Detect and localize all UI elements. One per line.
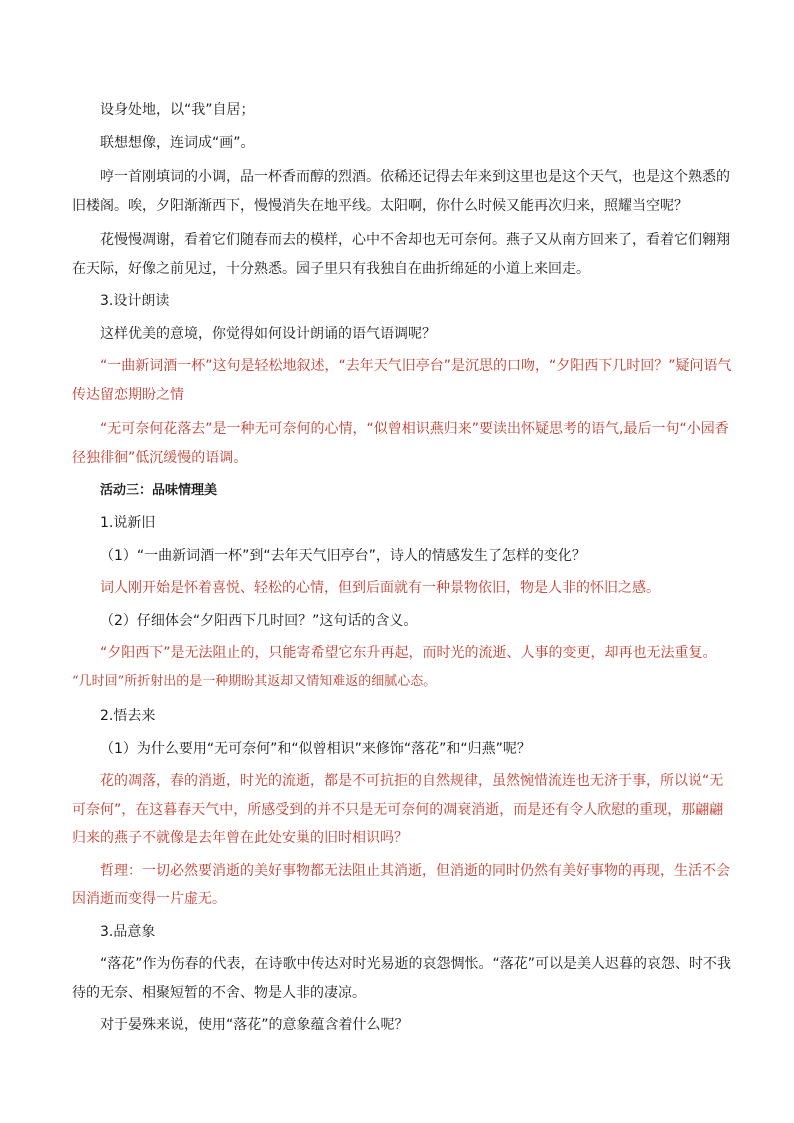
answer-paragraph: 哲理：一切必然要消逝的美好事物都无法阻止其消逝，但消逝的同时仍然有美好事物的再现，生活不会因消逝而变得一片虚无。 — [72, 862, 730, 907]
section-heading: 1.说新旧 — [100, 515, 156, 531]
section-heading: 3.品意象 — [100, 923, 156, 940]
answer-paragraph: “一曲新词酒一杯”这句是轻松地叙述，“去年天气旧亭台”是沉思的口吻，“夕阳西下几时回？”疑问语气传达留恋期盼之情 — [72, 358, 732, 403]
answer-paragraph: 花的凋落，春的消逝，时光的流逝，都是不可抗拒的自然规律，虽然惋惜流连也无济于事，所以说“无可奈何”，在这暮春天气中，所感受到的并不只是无可奈何的凋衰消逝，而是还有令人欣慰的重现，那翩翩归来的燕子不就像是去年曾在此处安巢的旧时相识吗？ — [72, 773, 724, 846]
paragraph: 哼一首刚填词的小调，品一杯香而醇的烈酒。依稀还记得去年来到这里也是这个天气，也是这个熟悉的旧楼阁。唉，夕阳渐渐西下，慢慢消失在地平线。太阳啊，你什么时候又能再次归来，照耀当空呢？ — [72, 169, 730, 214]
paragraph: 联想想像，连词成“画”。 — [100, 134, 255, 151]
paragraph: “落花”作为伤春的代表，在诗歌中传达对时光易逝的哀怨惆怅。“落花”可以是美人迟暮的哀怨、时不我待的无奈、相聚短暂的不舍、物是人非的凄凉。 — [72, 956, 732, 1001]
question: （2）仔细体会“夕阳西下几时回？”这句话的含义。 — [100, 612, 418, 629]
answer-paragraph: 词人刚开始是怀着喜悦、轻松的心情，但到后面就有一种景物依旧，物是人非的怀旧之感。 — [100, 580, 660, 596]
answer-paragraph: “夕阳西下”是无法阻止的，只能寄希望它东升再起，而时光的流逝、人事的变更，却再也无法重复。 — [100, 645, 717, 661]
answer-paragraph: “几时回”所折射出的是一种期盼其返却又情知难返的细腻心态。 — [72, 673, 437, 689]
question: （1）“一曲新词酒一杯”到“去年天气旧亭台”，诗人的情感发生了怎样的变化？ — [100, 547, 586, 564]
paragraph: 花慢慢凋谢，看着它们随春而去的模样，心中不舍却也无可奈何。燕子又从南方回来了，看着它们翱翔在天际，好像之前见过，十分熟悉。园子里只有我独自在曲折绵延的小道上来回走。 — [72, 232, 730, 277]
answer-paragraph: “无可奈何花落去”是一种无可奈何的心情，“似曾相识燕归来”要读出怀疑思考的语气,最后一句“小园香径独徘徊”低沉缓慢的语调。 — [72, 421, 729, 466]
paragraph: 这样优美的意境，你觉得如何设计朗诵的语气语调呢？ — [100, 325, 436, 342]
activity-heading: 活动三：品味情理美 — [100, 483, 218, 498]
section-heading: 2.悟去来 — [100, 708, 156, 724]
section-heading: 3.设计朗读 — [100, 293, 170, 309]
document-body — [72, 96, 734, 1040]
paragraph: 设身处地，以“我”自居； — [100, 102, 255, 118]
question: 对于晏殊来说，使用“落花”的意象蕴含着什么呢？ — [100, 1017, 409, 1033]
question: （1）为什么要用“无可奈何”和“似曾相识”来修饰“落花”和“归燕”呢？ — [100, 740, 531, 757]
